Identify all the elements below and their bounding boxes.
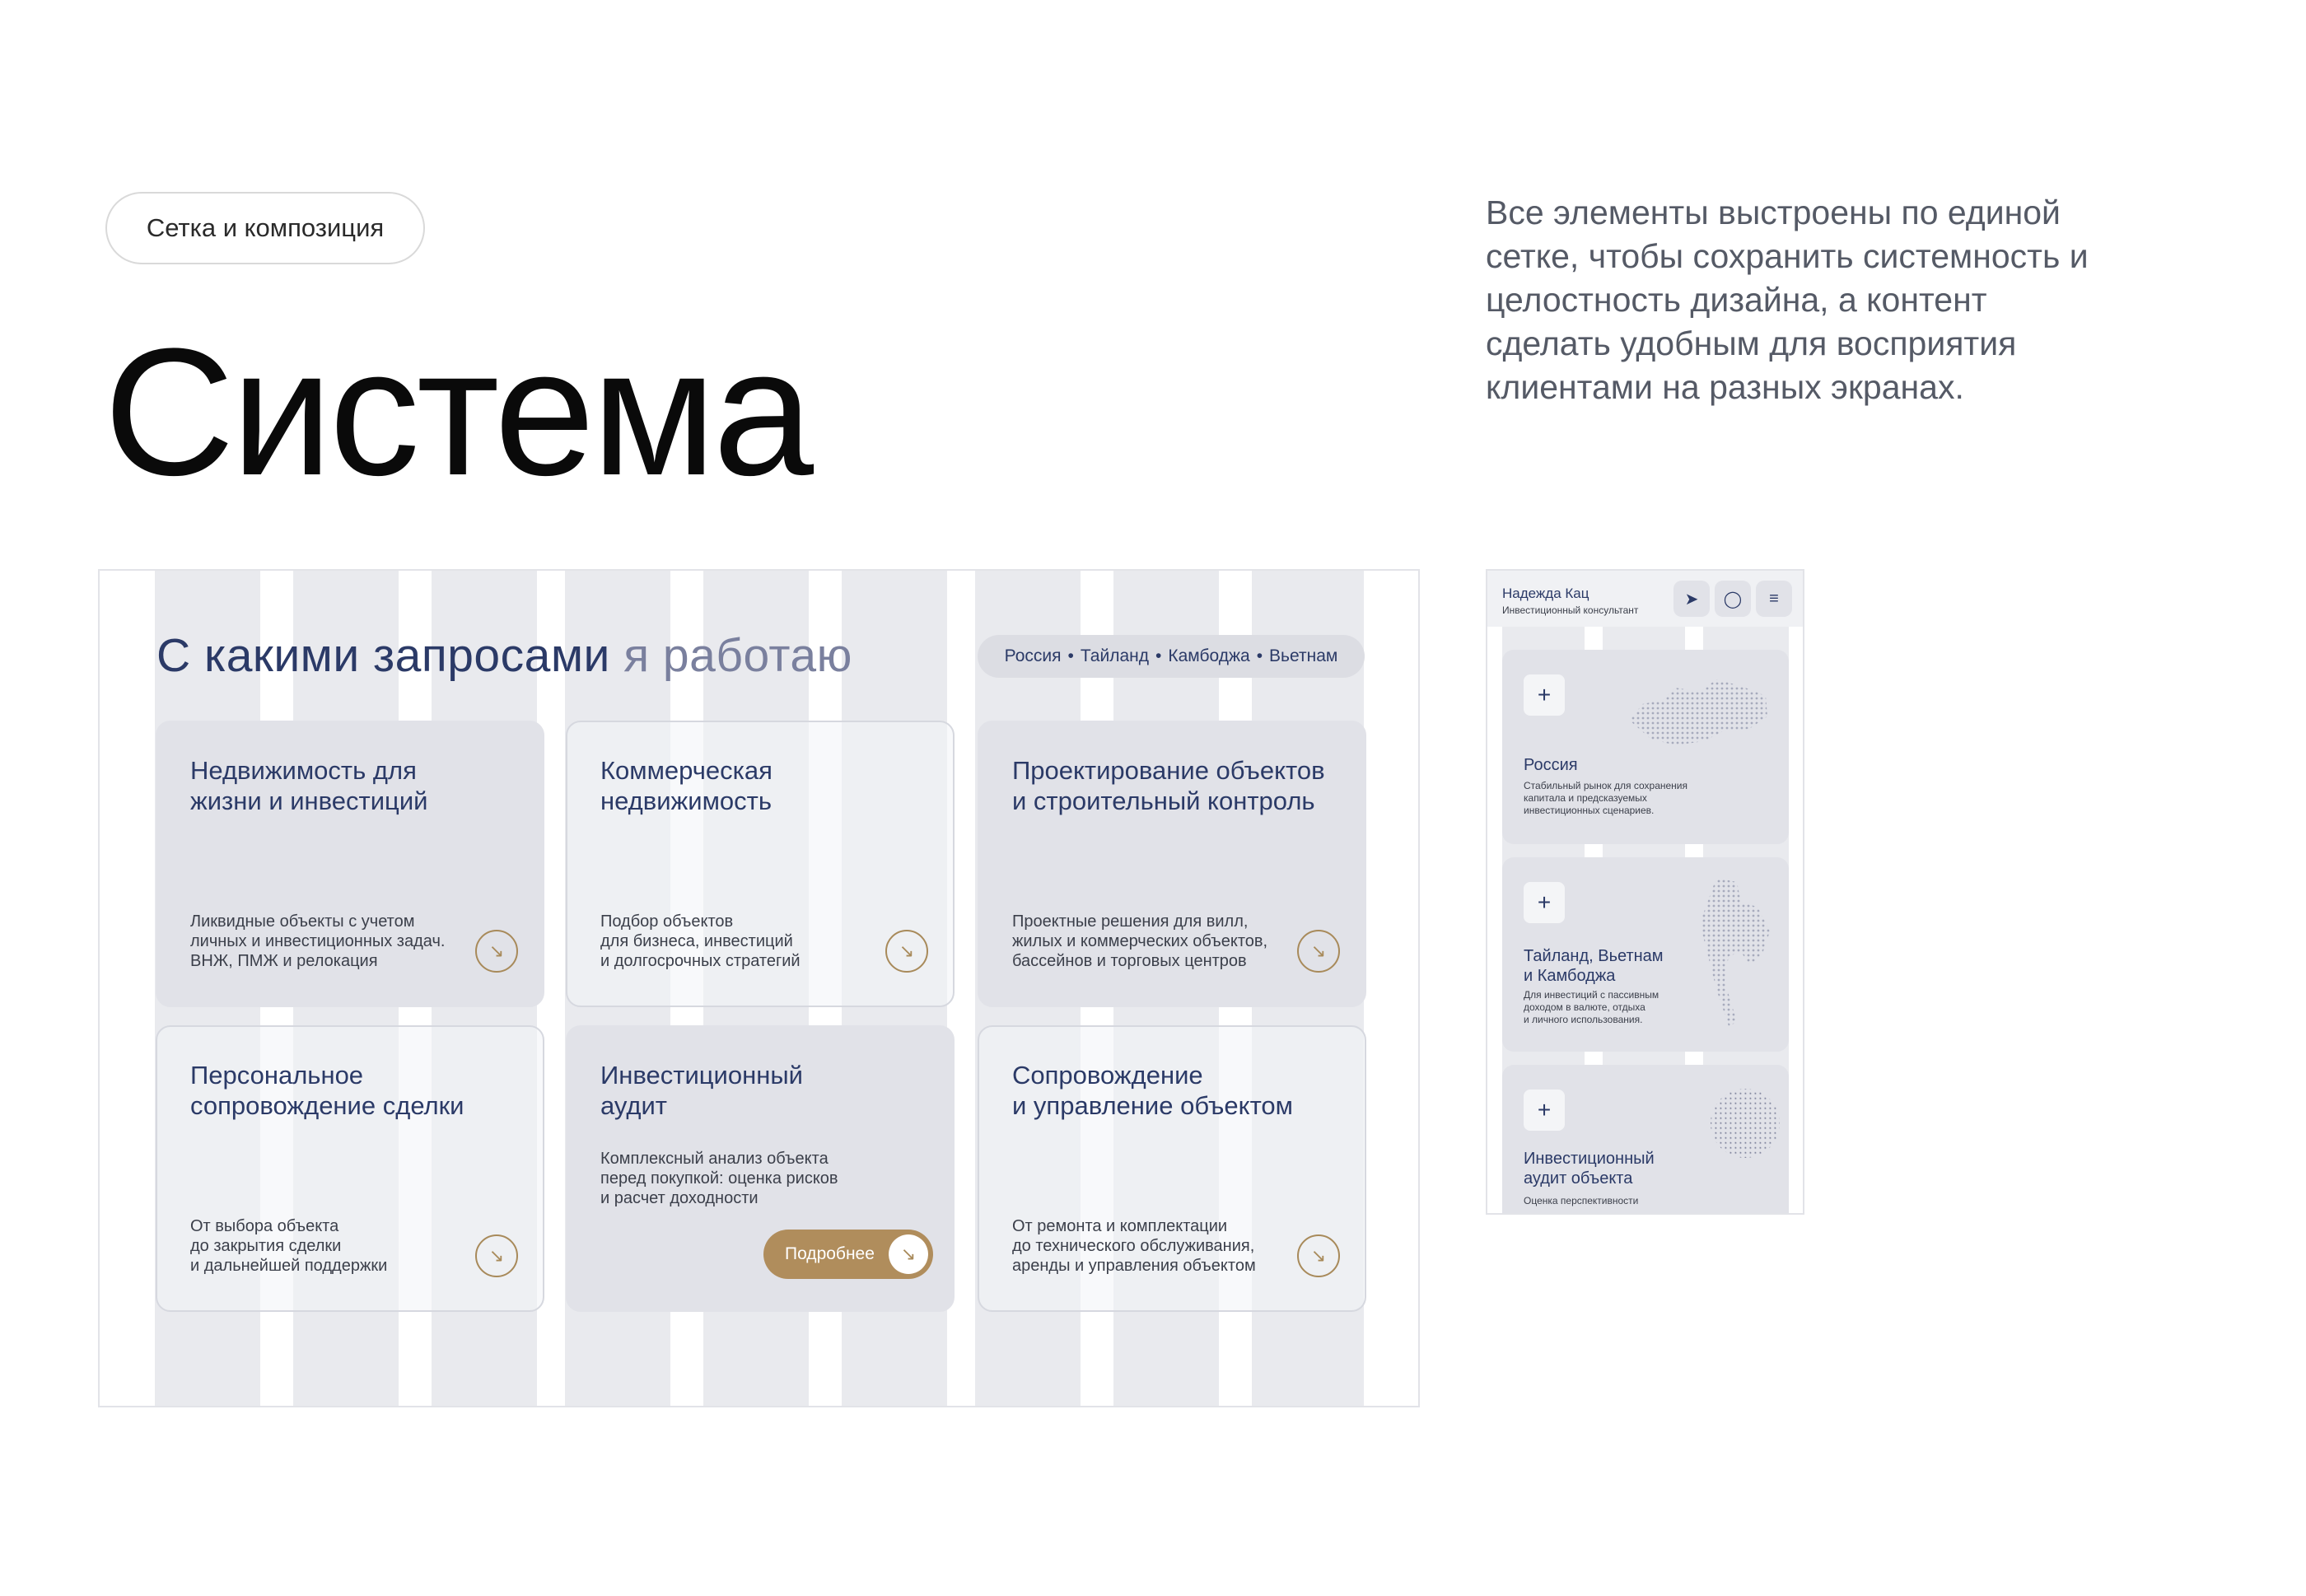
section-tag: Сетка и композиция bbox=[105, 192, 425, 264]
service-card[interactable] bbox=[978, 1025, 1366, 1312]
region-title: Тайланд, Вьетнам и Камбоджа bbox=[1524, 947, 1664, 985]
service-card[interactable] bbox=[156, 1025, 544, 1312]
card-title: Сопровождение и управление объектом bbox=[1012, 1061, 1293, 1120]
more-button[interactable] bbox=[763, 1230, 933, 1279]
plus-icon[interactable]: + bbox=[1524, 882, 1565, 923]
more-button-label: Подробнее bbox=[785, 1244, 875, 1263]
desktop-mockup bbox=[98, 569, 1420, 1407]
region-description: Стабильный рынок для сохранения капитала и предсказуемых инвестиционных сценариев. bbox=[1524, 780, 1687, 816]
card-description: От ремонта и комплектации до технического обслуживания, аренды и управления объектом bbox=[1012, 1217, 1256, 1275]
service-card[interactable] bbox=[566, 1025, 955, 1312]
region-card[interactable] bbox=[1502, 1065, 1789, 1215]
arrow-down-right-icon[interactable]: ↘ bbox=[1297, 930, 1340, 973]
service-card[interactable] bbox=[156, 721, 544, 1007]
region-title: Россия bbox=[1524, 756, 1578, 774]
chat-icon[interactable]: ◯ bbox=[1715, 581, 1751, 617]
telegram-icon[interactable]: ➤ bbox=[1673, 581, 1710, 617]
region-card[interactable] bbox=[1502, 857, 1789, 1052]
card-description: Комплексный анализ объекта перед покупкой: оценка рисков и расчет доходности bbox=[600, 1150, 838, 1207]
arrow-down-right-icon[interactable]: ↘ bbox=[885, 930, 928, 973]
card-description: Подбор объектов для бизнеса, инвестиций и долгосрочных стратегий bbox=[600, 912, 801, 970]
arrow-down-right-icon[interactable]: ↘ bbox=[475, 930, 518, 973]
card-title: Недвижимость для жизни и инвестиций bbox=[190, 756, 428, 815]
intro-text: Все элементы выстроены по единой сетке, чтобы сохранить системность и целостность дизайна, а контент сделать удобным для восприятия клиентами на разных экранах. bbox=[1486, 194, 2089, 406]
card-title: Персональное сопровождение сделки bbox=[190, 1061, 464, 1120]
plus-icon[interactable]: + bbox=[1524, 1090, 1565, 1131]
arrow-down-right-icon[interactable]: ↘ bbox=[1297, 1234, 1340, 1277]
arrow-down-right-icon: ↘ bbox=[889, 1234, 928, 1274]
region-title: Инвестиционный аудит объекта bbox=[1524, 1150, 1655, 1188]
page-title: Система bbox=[104, 310, 811, 513]
arrow-down-right-icon[interactable]: ↘ bbox=[475, 1234, 518, 1277]
card-description: Проектные решения для вилл, жилых и коммерческих объектов, бассейнов и торговых центров bbox=[1012, 912, 1268, 970]
region-card[interactable] bbox=[1502, 650, 1789, 844]
consultant-name: Надежда Кац bbox=[1502, 586, 1589, 601]
service-card[interactable] bbox=[978, 721, 1366, 1007]
mobile-mockup bbox=[1486, 569, 1804, 1215]
mobile-header bbox=[1487, 571, 1803, 627]
dot-sphere-icon bbox=[1708, 1086, 1782, 1160]
plus-icon[interactable]: + bbox=[1524, 674, 1565, 716]
service-card[interactable] bbox=[566, 721, 955, 1007]
card-description: От выбора объекта до закрытия сделки и дальнейшей поддержки bbox=[190, 1217, 388, 1275]
card-title: Инвестиционный аудит bbox=[600, 1061, 803, 1120]
region-description: Оценка перспективности bbox=[1524, 1195, 1639, 1206]
consultant-role: Инвестиционный консультант bbox=[1502, 604, 1639, 616]
region-description: Для инвестиций с пассивным доходом в валюте, отдыха и личного использования. bbox=[1524, 989, 1659, 1025]
services-heading: С какими запросами я работаю bbox=[156, 629, 852, 682]
regions-pill: Россия • Тайланд • Камбоджа • Вьетнам bbox=[978, 635, 1365, 678]
card-description: Ликвидные объекты с учетом личных и инвестиционных задач. ВНЖ, ПМЖ и релокация bbox=[190, 912, 446, 970]
card-title: Проектирование объектов и строительный контроль bbox=[1012, 756, 1325, 815]
menu-icon[interactable]: ≡ bbox=[1756, 581, 1792, 617]
russia-map-icon bbox=[1626, 671, 1774, 754]
card-title: Коммерческая недвижимость bbox=[600, 756, 773, 815]
